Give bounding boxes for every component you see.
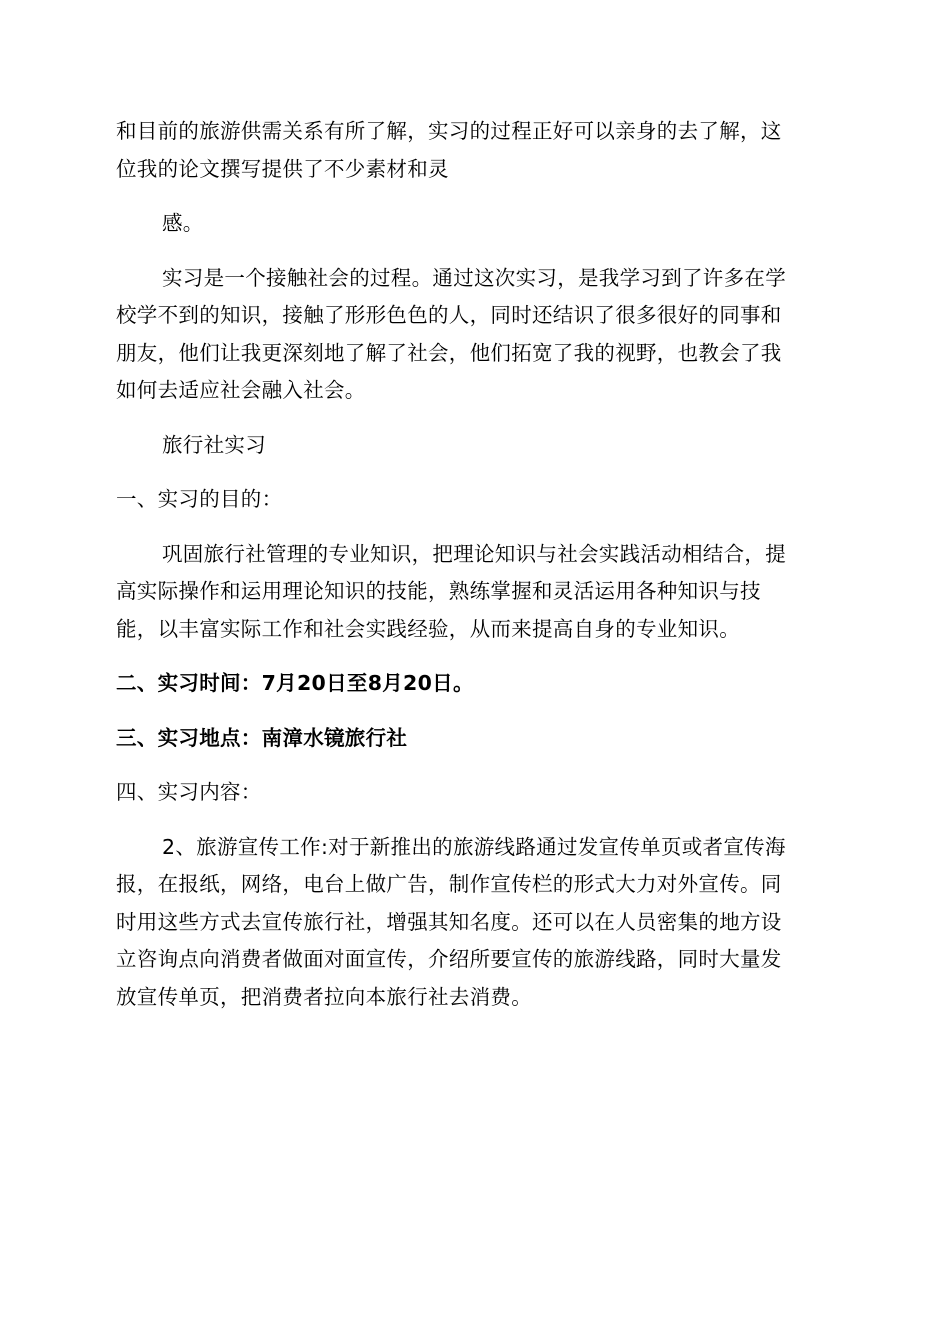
paragraph-line: 校学不到的知识，接触了形形色色的人，同时还结识了很多很好的同事和 [116, 303, 782, 327]
paragraph-line: 报，在报纸，网络，电台上做广告，制作宣传栏的形式大力对外宣传。同 [116, 872, 782, 896]
paragraph-line: 实习是一个接触社会的过程。通过这次实习，是我学习到了许多在学 [162, 265, 786, 290]
paragraph-2: 感。 [162, 211, 204, 235]
paragraph-line: 和目前的旅游供需关系有所了解，实习的过程正好可以亲身的去了解，这 [116, 119, 782, 143]
paragraph-line: 巩固旅行社管理的专业知识，把理论知识与社会实践活动相结合，提 [162, 541, 786, 566]
paragraph-6 [116, 829, 836, 1017]
paragraph-5 [116, 536, 836, 649]
document-body [116, 113, 836, 1016]
paragraph-line: 朋友，他们让我更深刻地了解了社会，他们拓宽了我的视野，也教会了我 [116, 340, 782, 365]
heading-time: 二、实习时间：7月20日至8月20日。 [116, 671, 474, 695]
paragraph-3 [116, 260, 836, 410]
paragraph-line: 时用这些方式去宣传旅行社，增强其知名度。还可以在人员密集的地方设 [116, 909, 782, 934]
paragraph-line: 能，以丰富实际工作和社会实践经验，从而来提高自身的专业知识。 [116, 616, 740, 641]
paragraph-1 [116, 113, 836, 188]
paragraph-line: 放宣传单页，把消费者拉向本旅行社去消费。 [116, 984, 532, 1009]
paragraph-line: 位我的论文撰写提供了不少素材和灵 [116, 156, 449, 181]
paragraph-line: 立咨询点向消费者做面对面宣传，介绍所要宣传的旅游线路，同时大量发 [116, 947, 782, 971]
heading-content: 四、实习内容： [116, 780, 262, 804]
paragraph-line: 高实际操作和运用理论知识的技能，熟练掌握和灵活运用各种知识与技 [116, 579, 761, 603]
paragraph-4: 旅行社实习 [162, 432, 266, 457]
paragraph-line: 2、旅游宣传工作:对于新推出的旅游线路通过发宣传单页或者宣传海 [162, 834, 786, 859]
heading-location: 三、实习地点：南漳水镜旅行社 [116, 725, 408, 750]
paragraph-line: 如何去适应社会融入社会。 [116, 378, 366, 402]
heading-purpose: 一、实习的目的： [116, 487, 283, 511]
